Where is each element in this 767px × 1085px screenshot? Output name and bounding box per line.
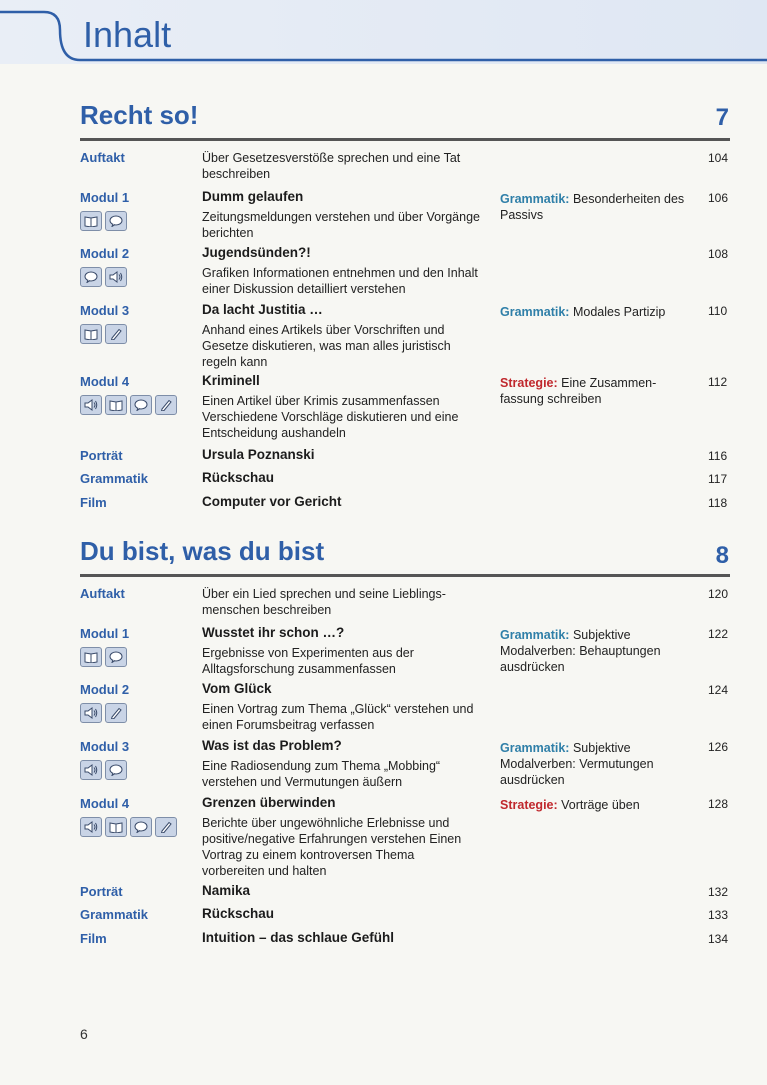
toc-page-number: 132 <box>708 885 729 899</box>
book-icon <box>80 324 102 344</box>
toc-entry-title[interactable]: Jugendsünden?! <box>202 245 311 260</box>
book-icon <box>80 647 102 667</box>
toc-page-number: 108 <box>708 247 729 261</box>
toc-entry-description: Anhand eines Artikels über Vorschriften und Gesetze diskutieren, was man alles juristisch regeln kann <box>202 323 451 369</box>
pencil-icon <box>105 703 127 723</box>
toc-page-number: 120 <box>708 587 729 601</box>
book-icon <box>105 817 127 837</box>
section-title: Recht so! <box>80 100 199 130</box>
book-icon <box>80 211 102 231</box>
speaker-icon <box>80 703 102 723</box>
focus-text: Modales Partizip <box>569 305 666 319</box>
focus-keyword: Grammatik: <box>500 741 570 755</box>
toc-page-number: 110 <box>708 304 728 318</box>
section-rule <box>80 574 730 577</box>
focus-text: Subjektive Modalverben: Behauptungen ausdrücken <box>500 628 661 674</box>
focus-text: Subjektive Modalverben: Vermutungen ausdrücken <box>500 741 654 787</box>
toc-row-label: Modul 4 <box>80 374 130 389</box>
toc-entry-description: Über Gesetzesverstöße sprechen und eine Tat beschreiben <box>202 151 461 181</box>
toc-entry-description: Über ein Lied sprechen und seine Lieblings-menschen beschreiben <box>202 587 446 617</box>
page-number: 6 <box>80 1026 88 1042</box>
speaker-icon <box>105 267 127 287</box>
toc-entry-focus-note <box>500 191 700 223</box>
toc-page-number: 112 <box>708 375 728 389</box>
speech-bubble-icon <box>80 267 102 287</box>
speech-bubble-icon <box>130 395 152 415</box>
page-header <box>0 0 767 64</box>
focus-text: Vorträge üben <box>557 798 640 812</box>
skill-icons <box>80 760 127 780</box>
pencil-icon <box>105 324 127 344</box>
focus-keyword: Grammatik: <box>500 305 570 319</box>
toc-row-label: Grammatik <box>80 471 148 486</box>
toc-page-number: 122 <box>708 627 729 641</box>
toc-page-number: 133 <box>708 908 729 922</box>
focus-keyword: Grammatik: <box>500 628 570 642</box>
section-number: 7 <box>715 104 729 131</box>
toc-entry-title[interactable]: Wusstet ihr schon …? <box>202 625 345 640</box>
section-title: Du bist, was du bist <box>80 536 325 566</box>
toc-entry-focus-note <box>500 627 700 675</box>
toc-page-number: 117 <box>708 472 728 486</box>
toc-entry-title[interactable]: Dumm gelaufen <box>202 189 304 204</box>
toc-entry-title[interactable]: Rückschau <box>202 470 275 485</box>
speech-bubble-icon <box>130 817 152 837</box>
toc-row-label: Film <box>80 495 107 510</box>
pencil-icon <box>155 817 177 837</box>
skill-icons <box>80 817 177 837</box>
focus-keyword: Grammatik: <box>500 192 570 206</box>
toc-entry-title[interactable]: Vom Glück <box>202 681 272 696</box>
toc-entry-title[interactable]: Rückschau <box>202 906 275 921</box>
toc-row-label: Grammatik <box>80 907 148 922</box>
toc-entry-description: Einen Vortrag zum Thema „Glück“ verstehen und einen Forumsbeitrag verfassen <box>202 702 474 732</box>
toc-entry-description: Zeitungsmeldungen verstehen und über Vorgänge berichten <box>202 210 480 240</box>
toc-entry-description: Ergebnisse von Experimenten aus der Alltagsforschung zusammenfassen <box>202 646 414 676</box>
skill-icons <box>80 267 127 287</box>
pencil-icon <box>155 395 177 415</box>
toc-entry-title[interactable]: Kriminell <box>202 373 260 388</box>
toc-entry-title[interactable]: Grenzen überwinden <box>202 795 336 810</box>
toc-row-label: Film <box>80 931 107 946</box>
toc-row-label: Modul 2 <box>80 246 130 261</box>
toc-entry-focus-note <box>500 740 700 788</box>
toc-row-label: Auftakt <box>80 586 125 601</box>
speech-bubble-icon <box>105 760 127 780</box>
toc-entry-focus-note <box>500 797 700 813</box>
section-rule <box>80 138 730 141</box>
skill-icons <box>80 647 127 667</box>
toc-row-label: Modul 1 <box>80 626 130 641</box>
speech-bubble-icon <box>105 211 127 231</box>
toc-entry-title[interactable]: Was ist das Problem? <box>202 738 342 753</box>
toc-page-number: 118 <box>708 496 728 510</box>
toc-entry-focus-note <box>500 375 700 407</box>
toc-row-label: Porträt <box>80 448 123 463</box>
speaker-icon <box>80 395 102 415</box>
toc-page-number: 106 <box>708 191 729 205</box>
toc-row-label: Modul 1 <box>80 190 130 205</box>
toc-entry-description: Eine Radiosendung zum Thema „Mobbing“ verstehen und Vermutungen äußern <box>202 759 441 789</box>
skill-icons <box>80 324 127 344</box>
speech-bubble-icon <box>105 647 127 667</box>
toc-page-number: 126 <box>708 740 729 754</box>
book-icon <box>105 395 127 415</box>
toc-row-label: Auftakt <box>80 150 125 165</box>
focus-keyword: Strategie: <box>500 376 558 390</box>
toc-page-number: 116 <box>708 449 728 463</box>
focus-text: Eine Zusammen-fassung schreiben <box>500 376 657 406</box>
speaker-icon <box>80 760 102 780</box>
toc-page-number: 104 <box>708 151 729 165</box>
toc-entry-description: Einen Artikel über Krimis zusammenfassen Verschiedene Vorschläge diskutieren und eine Entscheidung aushandeln <box>202 394 459 440</box>
toc-entry-title[interactable]: Da lacht Justitia … <box>202 302 323 317</box>
toc-entry-title[interactable]: Ursula Poznanski <box>202 447 315 462</box>
toc-row-label: Porträt <box>80 884 123 899</box>
focus-text: Besonderheiten des Passivs <box>500 192 685 222</box>
skill-icons <box>80 211 127 231</box>
toc-entry-title[interactable]: Intuition – das schlaue Gefühl <box>202 930 395 945</box>
page-title: Inhalt <box>83 14 172 55</box>
toc-row-label: Modul 4 <box>80 796 130 811</box>
skill-icons <box>80 395 177 415</box>
toc-entry-focus-note <box>500 304 700 320</box>
skill-icons <box>80 703 127 723</box>
toc-entry-description: Berichte über ungewöhnliche Erlebnisse und positive/negative Erfahrungen verstehen Einen Vortrag zu einem kontroversen Thema vorbereiten und halten <box>202 816 462 878</box>
toc-row-label: Modul 3 <box>80 739 130 754</box>
toc-entry-title[interactable]: Namika <box>202 883 251 898</box>
focus-keyword: Strategie: <box>500 798 558 812</box>
toc-page-number: 134 <box>708 932 729 946</box>
toc-row-label: Modul 2 <box>80 682 130 697</box>
toc-entry-description: Grafiken Informationen entnehmen und den Inhalt einer Diskussion detailliert verstehen <box>202 266 478 296</box>
section-number: 8 <box>715 542 729 569</box>
toc-entry-title[interactable]: Computer vor Gericht <box>202 494 342 509</box>
toc-page-number: 128 <box>708 797 729 811</box>
toc-row-label: Modul 3 <box>80 303 130 318</box>
speaker-icon <box>80 817 102 837</box>
toc-page-number: 124 <box>708 683 729 697</box>
